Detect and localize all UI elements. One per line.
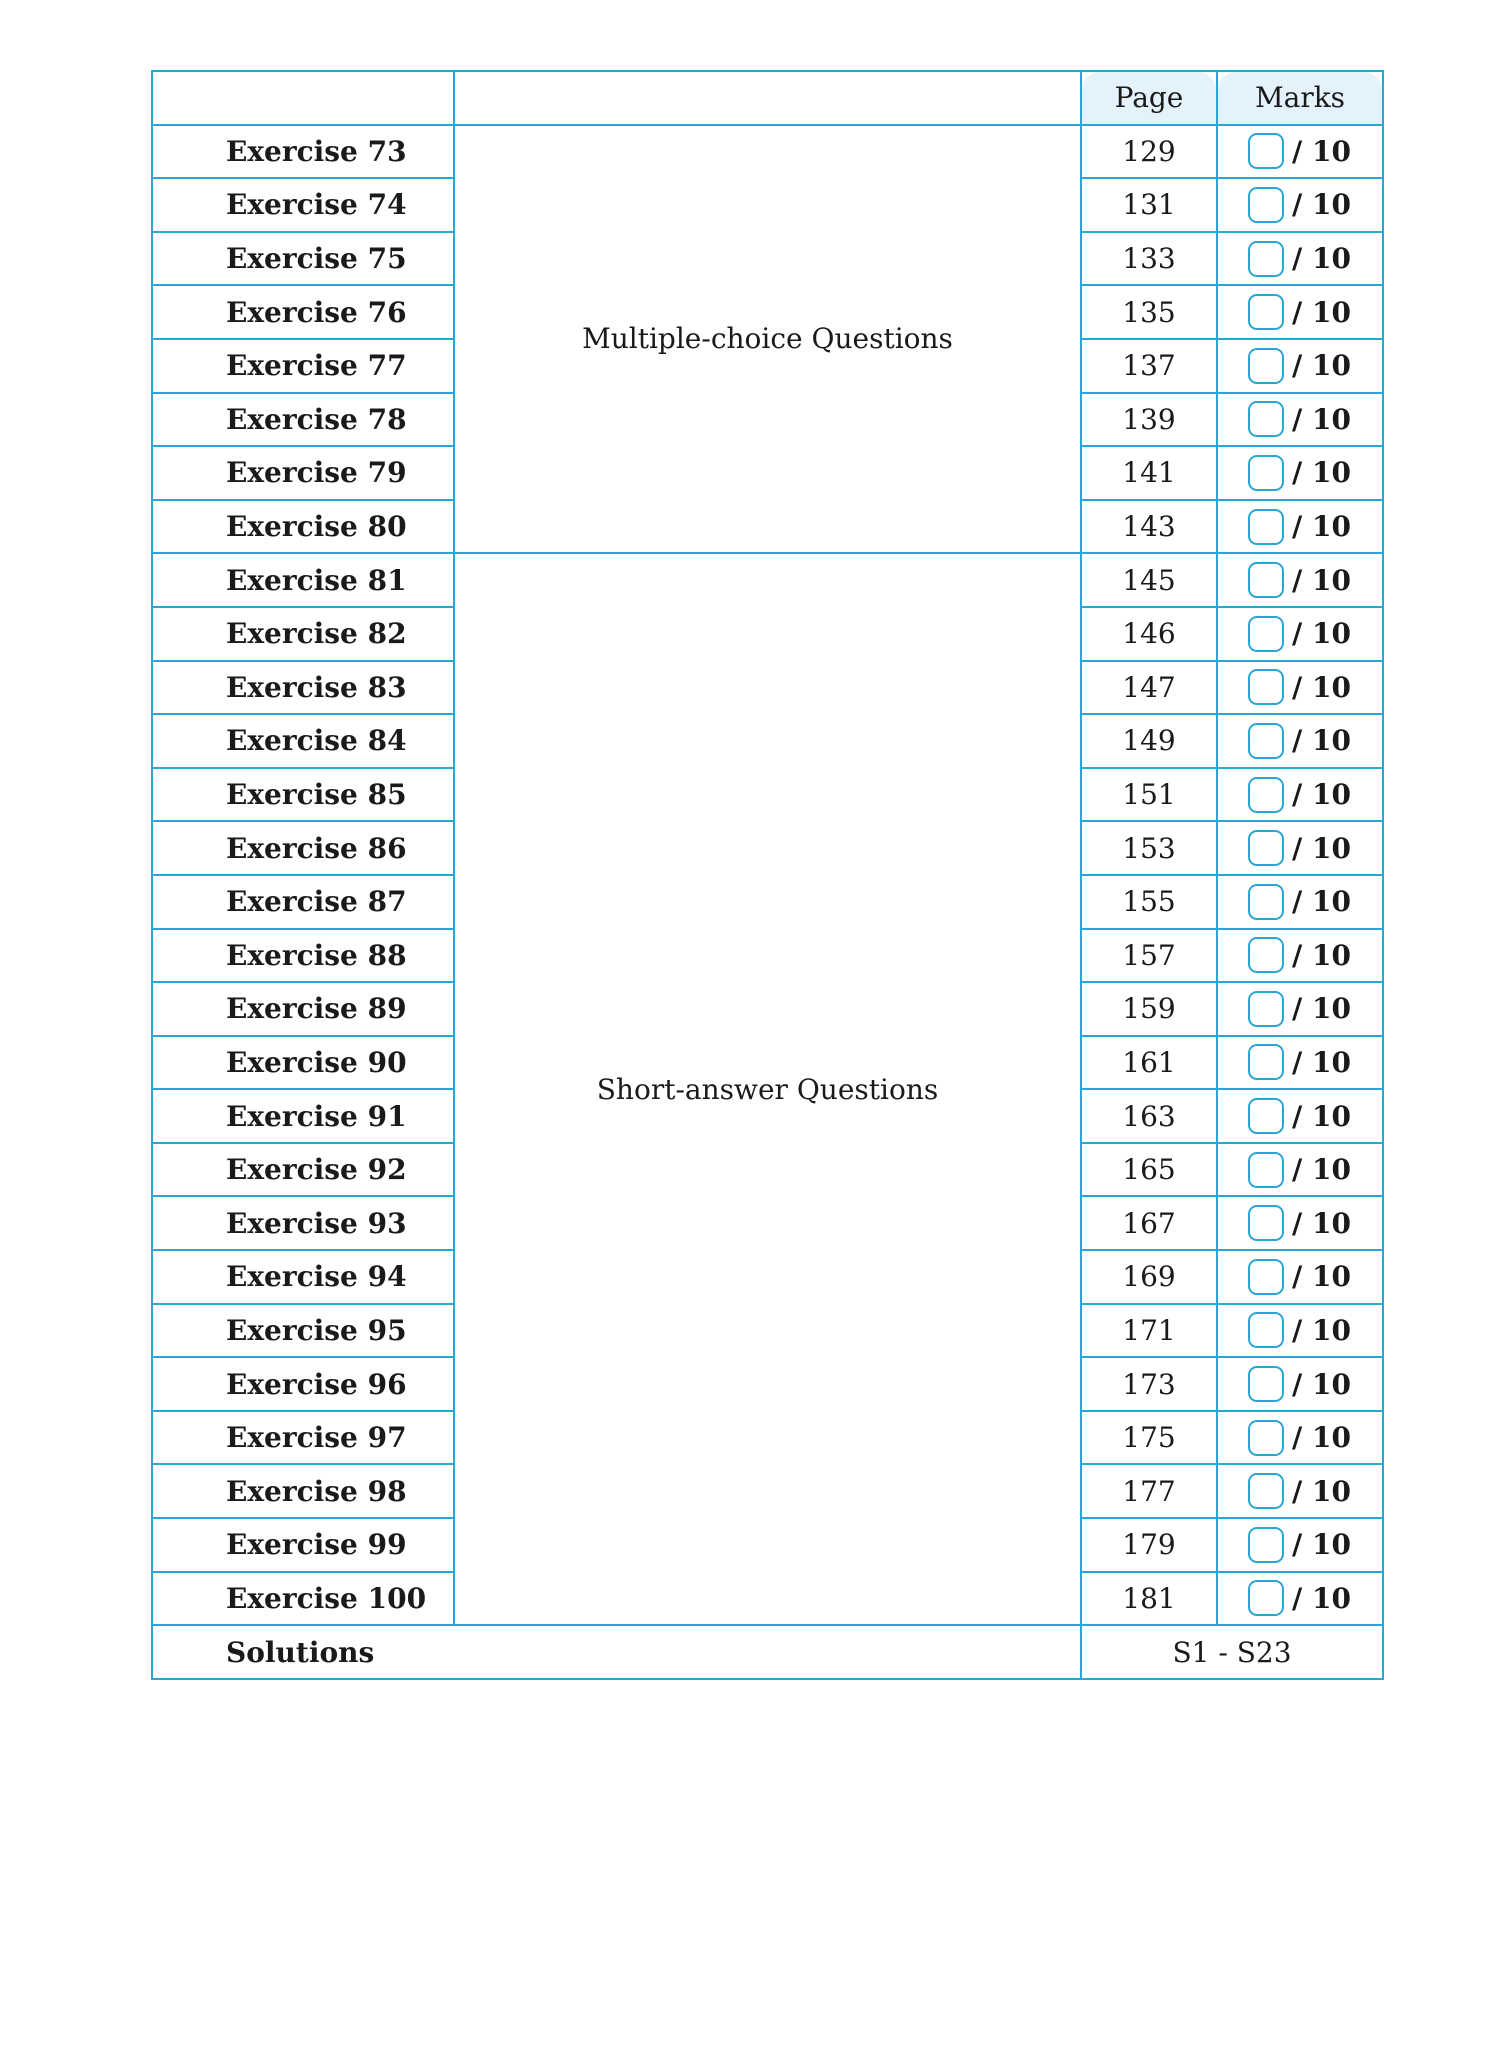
marks-max: / 10 [1292, 885, 1351, 919]
marks-entry [1218, 1366, 1382, 1402]
marks-input-box[interactable] [1248, 777, 1284, 813]
marks-max: / 10 [1292, 1421, 1351, 1455]
marks-entry [1218, 1580, 1382, 1616]
marks-entry [1218, 401, 1382, 437]
table-row [152, 125, 1383, 179]
table-row [152, 553, 1383, 607]
exercise-name: Exercise 80 [152, 500, 454, 554]
marks-max: / 10 [1292, 778, 1351, 812]
marks-input-box[interactable] [1248, 348, 1284, 384]
exercise-name: Exercise 76 [152, 285, 454, 339]
marks-max: / 10 [1292, 1367, 1351, 1401]
marks-max: / 10 [1292, 992, 1351, 1026]
marks-input-box[interactable] [1248, 1205, 1284, 1241]
page-number: 149 [1081, 714, 1217, 768]
page-number: 171 [1081, 1304, 1217, 1358]
exercise-name: Exercise 97 [152, 1411, 454, 1465]
page-number: 139 [1081, 393, 1217, 447]
marks-cell [1217, 553, 1383, 607]
marks-entry [1218, 991, 1382, 1027]
page-number: 129 [1081, 125, 1217, 179]
marks-entry [1218, 830, 1382, 866]
marks-cell [1217, 285, 1383, 339]
page-number: 137 [1081, 339, 1217, 393]
marks-max: / 10 [1292, 402, 1351, 436]
marks-max: / 10 [1292, 1528, 1351, 1562]
marks-input-box[interactable] [1248, 509, 1284, 545]
page-number: 135 [1081, 285, 1217, 339]
marks-entry [1218, 1205, 1382, 1241]
page-number: 151 [1081, 768, 1217, 822]
exercise-name: Exercise 75 [152, 232, 454, 286]
exercise-name: Exercise 73 [152, 125, 454, 179]
marks-max: / 10 [1292, 1474, 1351, 1508]
exercise-name: Exercise 99 [152, 1518, 454, 1572]
exercise-name: Exercise 100 [152, 1572, 454, 1626]
marks-max: / 10 [1292, 134, 1351, 168]
marks-entry [1218, 723, 1382, 759]
marks-max: / 10 [1292, 724, 1351, 758]
marks-input-box[interactable] [1248, 562, 1284, 598]
marks-max: / 10 [1292, 831, 1351, 865]
marks-cell [1217, 178, 1383, 232]
marks-max: / 10 [1292, 1581, 1351, 1615]
marks-max: / 10 [1292, 617, 1351, 651]
page-number: 155 [1081, 875, 1217, 929]
page-number: 179 [1081, 1518, 1217, 1572]
marks-input-box[interactable] [1248, 294, 1284, 330]
exercise-name: Exercise 90 [152, 1036, 454, 1090]
marks-input-box[interactable] [1248, 1527, 1284, 1563]
exercise-name: Exercise 85 [152, 768, 454, 822]
exercise-name: Exercise 77 [152, 339, 454, 393]
exercise-name: Exercise 86 [152, 821, 454, 875]
marks-max: / 10 [1292, 670, 1351, 704]
marks-input-box[interactable] [1248, 455, 1284, 491]
page-number: 173 [1081, 1357, 1217, 1411]
exercise-name: Exercise 89 [152, 982, 454, 1036]
marks-entry [1218, 241, 1382, 277]
marks-cell [1217, 821, 1383, 875]
marks-entry [1218, 1152, 1382, 1188]
page-number: 169 [1081, 1250, 1217, 1304]
marks-cell [1217, 446, 1383, 500]
marks-input-box[interactable] [1248, 1044, 1284, 1080]
marks-cell [1217, 714, 1383, 768]
marks-entry [1218, 348, 1382, 384]
marks-entry [1218, 1473, 1382, 1509]
marks-input-box[interactable] [1248, 669, 1284, 705]
page-column-header: Page [1081, 71, 1217, 125]
marks-cell [1217, 1304, 1383, 1358]
marks-entry [1218, 777, 1382, 813]
page-number: 146 [1081, 607, 1217, 661]
marks-cell [1217, 1036, 1383, 1090]
contents-table [151, 70, 1384, 1680]
marks-input-box[interactable] [1248, 1473, 1284, 1509]
exercise-name: Exercise 83 [152, 661, 454, 715]
exercise-name: Exercise 78 [152, 393, 454, 447]
exercise-name: Exercise 81 [152, 553, 454, 607]
marks-input-box[interactable] [1248, 187, 1284, 223]
page-number: 131 [1081, 178, 1217, 232]
exercise-name: Exercise 92 [152, 1143, 454, 1197]
marks-max: / 10 [1292, 1313, 1351, 1347]
marks-cell [1217, 232, 1383, 286]
exercise-name: Exercise 84 [152, 714, 454, 768]
marks-max: / 10 [1292, 1099, 1351, 1133]
marks-cell [1217, 1250, 1383, 1304]
exercise-name: Exercise 87 [152, 875, 454, 929]
marks-input-box[interactable] [1248, 1366, 1284, 1402]
marks-entry [1218, 133, 1382, 169]
exercise-name: Exercise 88 [152, 929, 454, 983]
marks-input-box[interactable] [1248, 401, 1284, 437]
header-row [152, 71, 1383, 125]
exercise-name: Exercise 82 [152, 607, 454, 661]
marks-input-box[interactable] [1248, 991, 1284, 1027]
page-number: 133 [1081, 232, 1217, 286]
marks-cell [1217, 1143, 1383, 1197]
marks-cell [1217, 929, 1383, 983]
marks-input-box[interactable] [1248, 1580, 1284, 1616]
marks-cell [1217, 393, 1383, 447]
marks-cell [1217, 1572, 1383, 1626]
marks-max: / 10 [1292, 1153, 1351, 1187]
marks-input-box[interactable] [1248, 241, 1284, 277]
exercise-name: Exercise 98 [152, 1464, 454, 1518]
marks-cell [1217, 982, 1383, 1036]
marks-cell [1217, 768, 1383, 822]
marks-cell [1217, 1464, 1383, 1518]
marks-entry [1218, 1044, 1382, 1080]
marks-max: / 10 [1292, 563, 1351, 597]
page-number: 175 [1081, 1411, 1217, 1465]
marks-max: / 10 [1292, 1045, 1351, 1079]
marks-cell [1217, 1196, 1383, 1250]
marks-cell [1217, 1518, 1383, 1572]
page-number: 145 [1081, 553, 1217, 607]
marks-cell [1217, 1411, 1383, 1465]
exercise-name: Exercise 96 [152, 1357, 454, 1411]
marks-input-box[interactable] [1248, 937, 1284, 973]
marks-max: / 10 [1292, 242, 1351, 276]
page-number: 181 [1081, 1572, 1217, 1626]
marks-max: / 10 [1292, 349, 1351, 383]
marks-input-box[interactable] [1248, 133, 1284, 169]
page-number: 157 [1081, 929, 1217, 983]
page-number: 161 [1081, 1036, 1217, 1090]
marks-input-box[interactable] [1248, 1152, 1284, 1188]
exercise-name: Exercise 74 [152, 178, 454, 232]
marks-entry [1218, 616, 1382, 652]
marks-entry [1218, 509, 1382, 545]
marks-max: / 10 [1292, 188, 1351, 222]
marks-entry [1218, 455, 1382, 491]
marks-input-box[interactable] [1248, 1312, 1284, 1348]
marks-entry [1218, 1420, 1382, 1456]
exercise-name: Exercise 79 [152, 446, 454, 500]
marks-cell [1217, 1089, 1383, 1143]
solutions-pages: S1 - S23 [1081, 1625, 1383, 1679]
marks-input-box[interactable] [1248, 616, 1284, 652]
marks-input-box[interactable] [1248, 1259, 1284, 1295]
marks-input-box[interactable] [1248, 1420, 1284, 1456]
page-number: 167 [1081, 1196, 1217, 1250]
marks-entry [1218, 1098, 1382, 1134]
marks-entry [1218, 884, 1382, 920]
marks-max: / 10 [1292, 456, 1351, 490]
page-number: 163 [1081, 1089, 1217, 1143]
page-number: 159 [1081, 982, 1217, 1036]
page-number: 153 [1081, 821, 1217, 875]
marks-cell [1217, 500, 1383, 554]
marks-entry [1218, 1527, 1382, 1563]
page-number: 165 [1081, 1143, 1217, 1197]
solutions-label: Solutions [152, 1625, 1081, 1679]
marks-input-box[interactable] [1248, 830, 1284, 866]
solutions-row [152, 1625, 1383, 1679]
marks-max: / 10 [1292, 295, 1351, 329]
marks-cell [1217, 125, 1383, 179]
exercise-name: Exercise 93 [152, 1196, 454, 1250]
marks-entry [1218, 294, 1382, 330]
group-mcq-label: Multiple-choice Questions [454, 125, 1081, 554]
marks-entry [1218, 937, 1382, 973]
marks-max: / 10 [1292, 510, 1351, 544]
marks-cell [1217, 1357, 1383, 1411]
marks-entry [1218, 1312, 1382, 1348]
page-number: 141 [1081, 446, 1217, 500]
page-number: 177 [1081, 1464, 1217, 1518]
marks-max: / 10 [1292, 938, 1351, 972]
group-short-answer-label: Short-answer Questions [454, 553, 1081, 1625]
marks-entry [1218, 562, 1382, 598]
marks-max: / 10 [1292, 1260, 1351, 1294]
marks-entry [1218, 669, 1382, 705]
page-number: 147 [1081, 661, 1217, 715]
exercise-name: Exercise 91 [152, 1089, 454, 1143]
marks-cell [1217, 875, 1383, 929]
exercise-name: Exercise 94 [152, 1250, 454, 1304]
marks-column-header: Marks [1217, 71, 1383, 125]
marks-input-box[interactable] [1248, 884, 1284, 920]
marks-input-box[interactable] [1248, 1098, 1284, 1134]
marks-max: / 10 [1292, 1206, 1351, 1240]
marks-cell [1217, 661, 1383, 715]
marks-cell [1217, 607, 1383, 661]
marks-cell [1217, 339, 1383, 393]
page-number: 143 [1081, 500, 1217, 554]
marks-input-box[interactable] [1248, 723, 1284, 759]
marks-entry [1218, 187, 1382, 223]
marks-entry [1218, 1259, 1382, 1295]
exercise-name: Exercise 95 [152, 1304, 454, 1358]
